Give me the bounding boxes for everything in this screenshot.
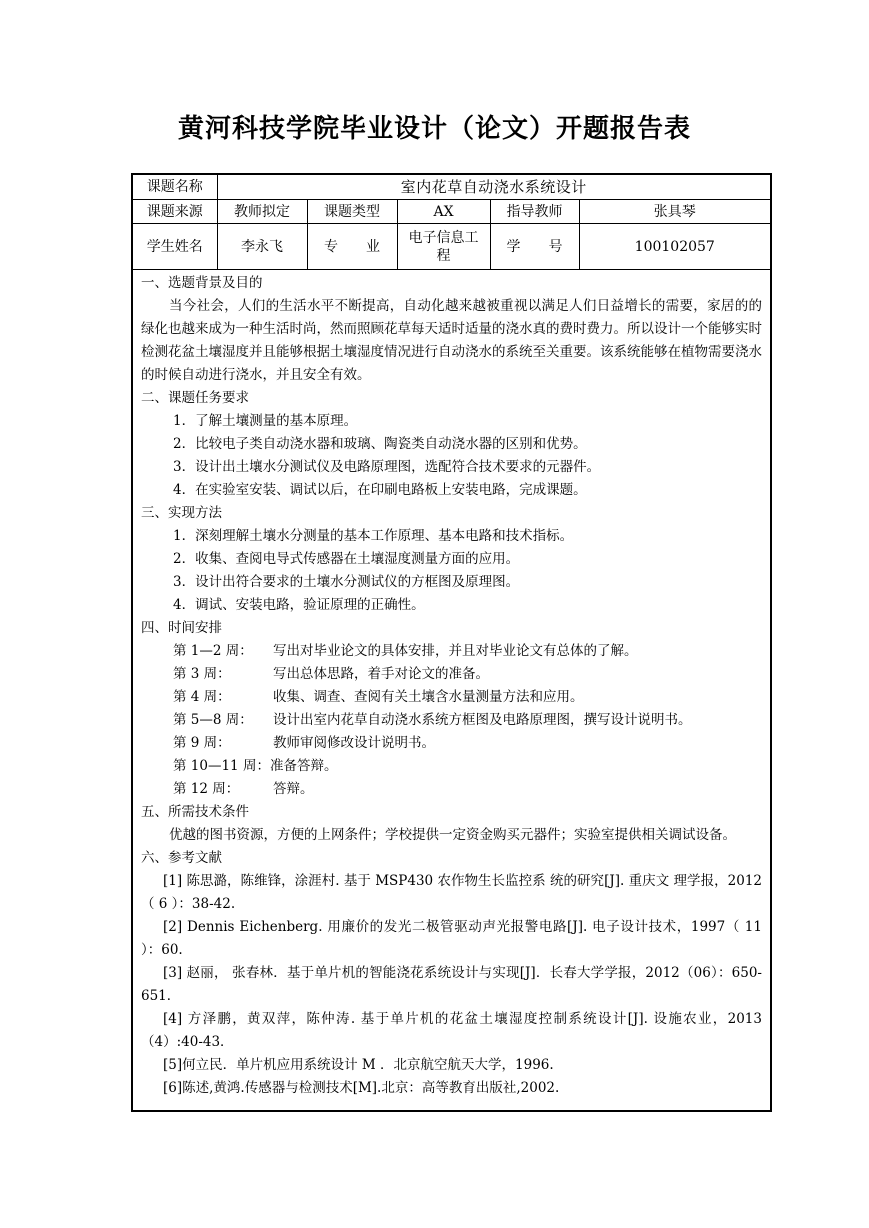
schedule-row	[141, 686, 762, 709]
source-value: 教师拟定	[217, 200, 307, 224]
reference-item: [4] 方泽鹏，黄双萍，陈仲涛. 基于单片机的花盆土壤湿度控制系统设计[J]. 设施农业，2013（4）:40-43．	[141, 1011, 762, 1050]
schedule-task: 教师审阅修改设计说明书。	[273, 735, 435, 751]
list-item: 3．设计出符合要求的土壤水分测试仪的方框图及原理图。	[173, 574, 520, 590]
reference-item: [6]陈述,黄鸿.传感器与检测技术[M].北京：高等教育出版社,2002.	[163, 1080, 560, 1096]
list-item: 4．调试、安装电路，验证原理的正确性。	[173, 597, 425, 613]
major-label: 专 业	[307, 224, 397, 270]
schedule-week: 第 1—2 周：	[173, 643, 253, 659]
list-item: 2．比较电子类自动浇水器和玻璃、陶瓷类自动浇水器的区别和优势。	[173, 436, 587, 452]
section-paragraph: 当今社会，人们的生活水平不断提高，自动化越来越被重视以满足人们日益增长的需要，家居的的绿化也越来成为一种生活时尚，然而照顾花草每天适时适量的浇水真的费时费力。所以设计一个能够实时检测花盆土壤湿度并且能够根据土壤湿度情况进行自动浇水的系统至关重要。该系统能够在植物需要浇水的时候自动进行浇水，并且安全有效。	[141, 298, 762, 383]
section-heading: 五、所需技术条件	[141, 804, 249, 820]
reference-item: [2] Dennis Eichenberg. 用廉价的发光二极管驱动声光报警电路[J]. 电子设计技术，1997（ 11 ）：60.	[141, 919, 762, 958]
list-item: 1．了解土壤测量的基本原理。	[173, 413, 358, 429]
schedule-week: 第 10—11 周：	[173, 758, 270, 774]
id-value: 100102057	[579, 224, 770, 270]
schedule-week: 第 4 周：	[173, 689, 231, 705]
schedule-task: 答辩。	[273, 781, 314, 797]
schedule-task: 准备答辩。	[269, 758, 338, 774]
section-heading: 六、参考文献	[141, 850, 222, 866]
section-heading: 一、选题背景及目的	[141, 275, 263, 291]
schedule-row	[141, 663, 762, 686]
source-label: 课题来源	[133, 200, 217, 224]
topic-label: 课题名称	[133, 175, 217, 200]
reference-item: [1] 陈思潞，陈维锋，涂涯村. 基于 MSP430 农作物生长监控系 统的研究[J]. 重庆文 理学报，2012（ 6 ）：38-42.	[141, 873, 762, 912]
schedule-task: 写出总体思路，着手对论文的准备。	[273, 666, 489, 682]
type-value: AX	[397, 200, 490, 224]
report-form	[131, 173, 772, 1112]
topic-row	[133, 175, 770, 200]
section-heading: 三、实现方法	[141, 505, 222, 521]
section-paragraph: 优越的图书资源，方便的上网条件；学校提供一定资金购买元器件；实验室提供相关调试设备。	[169, 827, 736, 843]
list-item: 3．设计出土壤水分测试仪及电路原理图，选配符合技术要求的元器件。	[173, 459, 601, 475]
student-label: 学生姓名	[133, 224, 217, 270]
schedule-task: 设计出室内花草自动浇水系统方框图及电路原理图，撰写设计说明书。	[273, 712, 692, 728]
schedule-row	[141, 640, 762, 663]
reference-item: [3] 赵丽， 张春林．基于单片机的智能浇花系统设计与实现[J]．长春大学学报，2012（06）：650-651．	[141, 965, 762, 1004]
schedule-task: 写出对毕业论文的具体安排，并且对毕业论文有总体的了解。	[273, 643, 638, 659]
advisor-value: 张具琴	[579, 200, 770, 224]
schedule-week: 第 3 周：	[173, 666, 231, 682]
advisor-label: 指导教师	[490, 200, 579, 224]
student-row	[133, 224, 770, 270]
schedule-task: 收集、调查、查阅有关土壤含水量测量方法和应用。	[273, 689, 584, 705]
major-value: 电子信息工程	[397, 224, 490, 270]
section-heading: 二、课题任务要求	[141, 390, 249, 406]
reference-item: [5]何立民．单片机应用系统设计 M ．北京航空航天大学，1996.	[163, 1057, 554, 1073]
schedule-row	[141, 778, 762, 801]
list-item: 4．在实验室安装、调试以后，在印刷电路板上安装电路，完成课题。	[173, 482, 587, 498]
id-label: 学 号	[490, 224, 579, 270]
list-item: 1．深刻理解土壤水分测量的基本工作原理、基本电路和技术指标。	[173, 528, 574, 544]
schedule-row	[141, 755, 762, 778]
schedule-week: 第 9 周：	[173, 735, 231, 751]
type-label: 课题类型	[307, 200, 397, 224]
topic-value: 室内花草自动浇水系统设计	[217, 175, 770, 200]
schedule-week: 第 5—8 周：	[173, 712, 253, 728]
student-value: 李永飞	[217, 224, 307, 270]
schedule-week: 第 12 周：	[173, 781, 240, 797]
page-title: 黄河科技学院毕业设计（论文）开题报告表	[177, 114, 691, 144]
source-row	[133, 200, 770, 224]
schedule-row	[141, 709, 762, 732]
info-table	[133, 175, 770, 270]
schedule-row	[141, 732, 762, 755]
list-item: 2．收集、查阅电导式传感器在土壤湿度测量方面的应用。	[173, 551, 520, 567]
report-body	[133, 270, 770, 1100]
section-heading: 四、时间安排	[141, 620, 222, 636]
